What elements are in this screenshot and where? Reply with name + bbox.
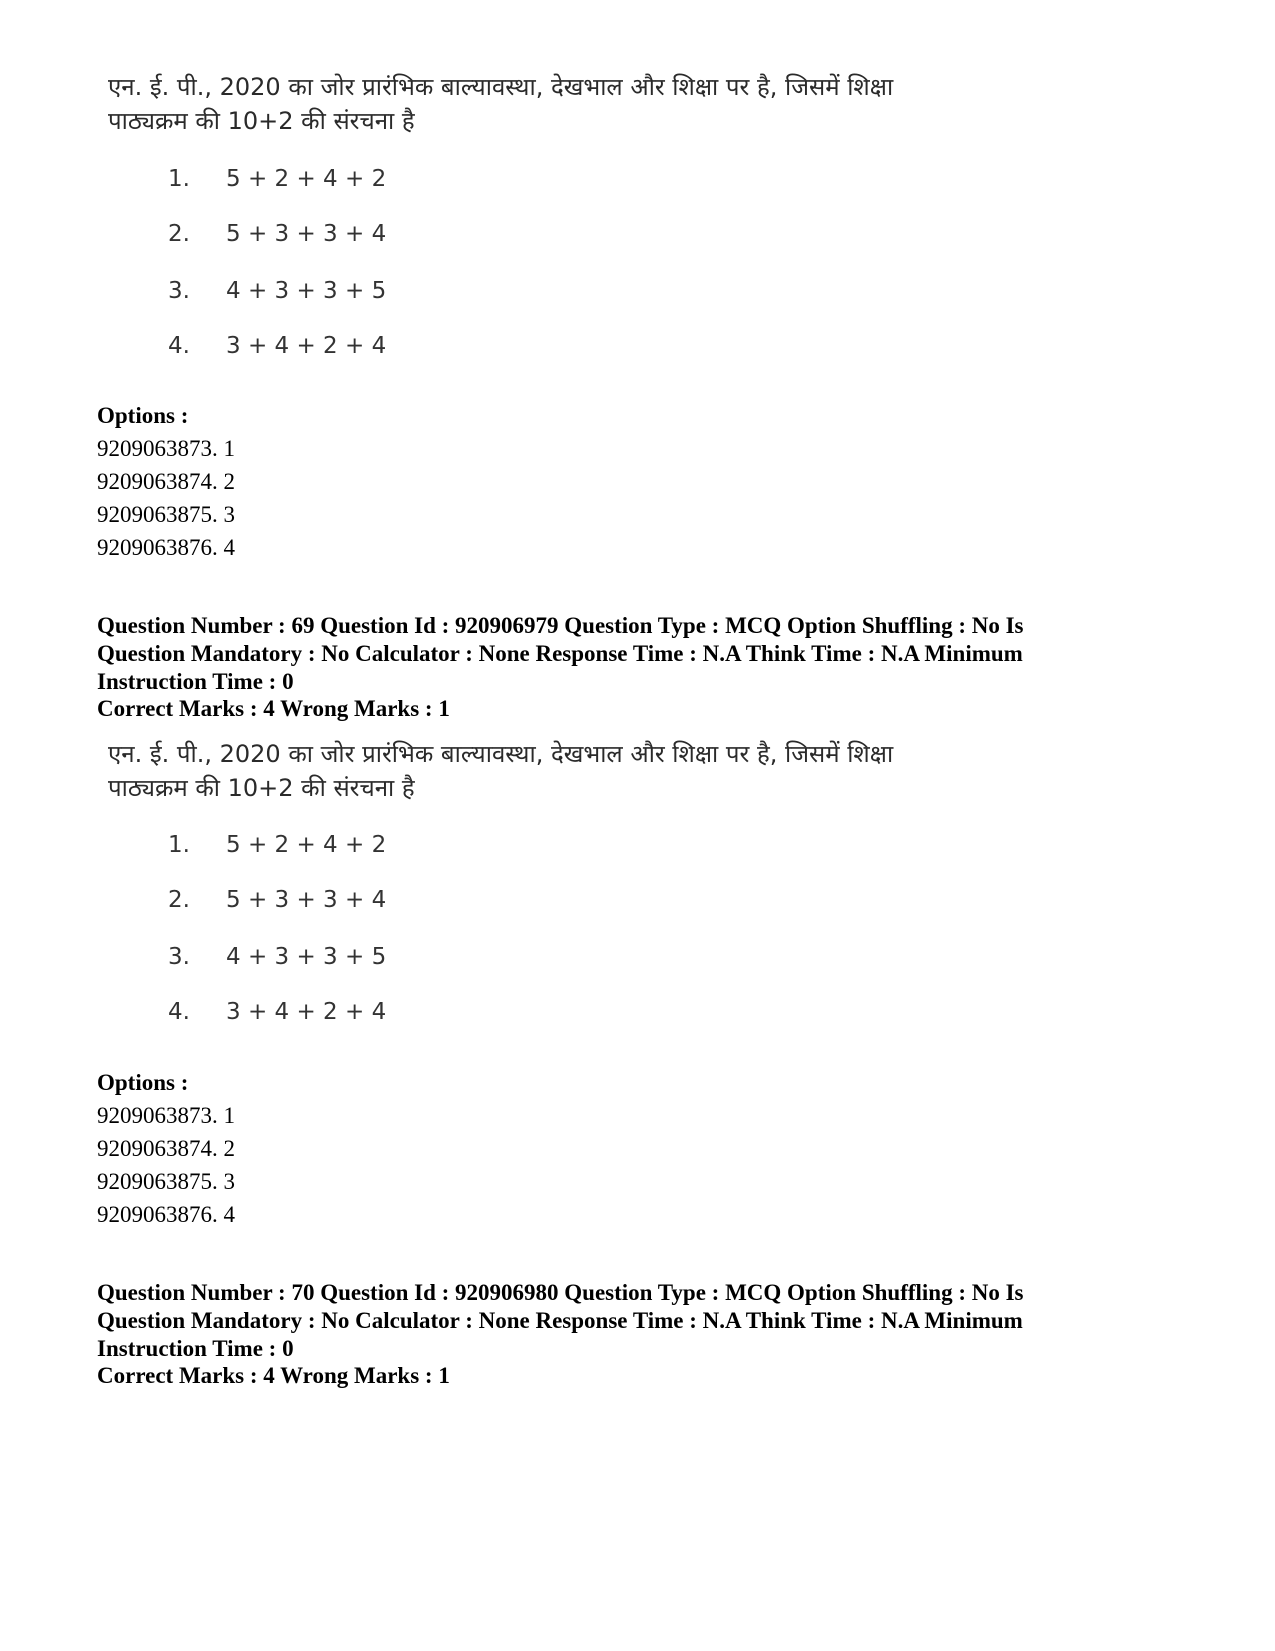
question-70-metadata — [97, 1279, 1097, 1363]
choice-text: 4 + 3 + 3 + 5 — [226, 944, 387, 970]
choice-number: 3. — [168, 278, 190, 304]
option-id-line: 9209063876. 4 — [97, 535, 235, 560]
choice-text: 5 + 3 + 3 + 4 — [226, 221, 387, 247]
choice-number: 1. — [168, 832, 190, 858]
question-69-metadata — [97, 612, 1097, 696]
metadata-line: Instruction Time : 0 — [97, 669, 294, 694]
question-text-line: पाठ्यक्रम की 10+2 की संरचना है — [108, 774, 415, 802]
choice-item — [168, 832, 386, 858]
choice-text: 3 + 4 + 2 + 4 — [226, 999, 387, 1025]
choice-item — [168, 944, 386, 970]
metadata-line: Question Mandatory : No Calculator : None Response Time : N.A Think Time : N.A Minimum — [97, 641, 1023, 666]
option-id-line: 9209063875. 3 — [97, 502, 235, 527]
choice-number: 4. — [168, 999, 190, 1025]
question-70-marks: Correct Marks : 4 Wrong Marks : 1 — [97, 1363, 450, 1388]
option-id-line: 9209063876. 4 — [97, 1202, 235, 1227]
choice-item — [168, 999, 386, 1025]
choice-number: 2. — [168, 887, 190, 913]
choice-item — [168, 278, 386, 304]
choice-text: 5 + 2 + 4 + 2 — [226, 166, 387, 192]
question-text-image-1 — [108, 70, 1008, 138]
question-69-marks: Correct Marks : 4 Wrong Marks : 1 — [97, 696, 450, 721]
metadata-line: Instruction Time : 0 — [97, 1336, 294, 1361]
choice-text: 3 + 4 + 2 + 4 — [226, 333, 387, 359]
choice-text: 4 + 3 + 3 + 5 — [226, 278, 387, 304]
question-text-line: एन. ई. पी., 2020 का जोर प्रारंभिक बाल्यावस्था, देखभाल और शिक्षा पर है, जिसमें शिक्षा — [108, 740, 894, 768]
choice-item — [168, 333, 386, 359]
metadata-line: Question Number : 70 Question Id : 920906980 Question Type : MCQ Option Shuffling : No Is — [97, 1280, 1024, 1305]
choice-text: 5 + 2 + 4 + 2 — [226, 832, 387, 858]
option-id-line: 9209063873. 1 — [97, 436, 235, 461]
question-text-line: पाठ्यक्रम की 10+2 की संरचना है — [108, 107, 415, 135]
choice-item — [168, 166, 386, 192]
question-text-image-2 — [108, 737, 1008, 805]
option-id-line: 9209063873. 1 — [97, 1103, 235, 1128]
metadata-line: Question Mandatory : No Calculator : None Response Time : N.A Think Time : N.A Minimum — [97, 1308, 1023, 1333]
options-heading: Options : — [97, 403, 189, 428]
choice-number: 2. — [168, 221, 190, 247]
option-id-line: 9209063875. 3 — [97, 1169, 235, 1194]
choice-number: 1. — [168, 166, 190, 192]
options-heading: Options : — [97, 1070, 189, 1095]
option-id-line: 9209063874. 2 — [97, 469, 235, 494]
choice-number: 3. — [168, 944, 190, 970]
choice-item — [168, 887, 386, 913]
question-text-line: एन. ई. पी., 2020 का जोर प्रारंभिक बाल्यावस्था, देखभाल और शिक्षा पर है, जिसमें शिक्षा — [108, 73, 894, 101]
choice-item — [168, 221, 386, 247]
metadata-line: Question Number : 69 Question Id : 920906979 Question Type : MCQ Option Shuffling : No Is — [97, 613, 1024, 638]
option-id-line: 9209063874. 2 — [97, 1136, 235, 1161]
choice-text: 5 + 3 + 3 + 4 — [226, 887, 387, 913]
choice-number: 4. — [168, 333, 190, 359]
